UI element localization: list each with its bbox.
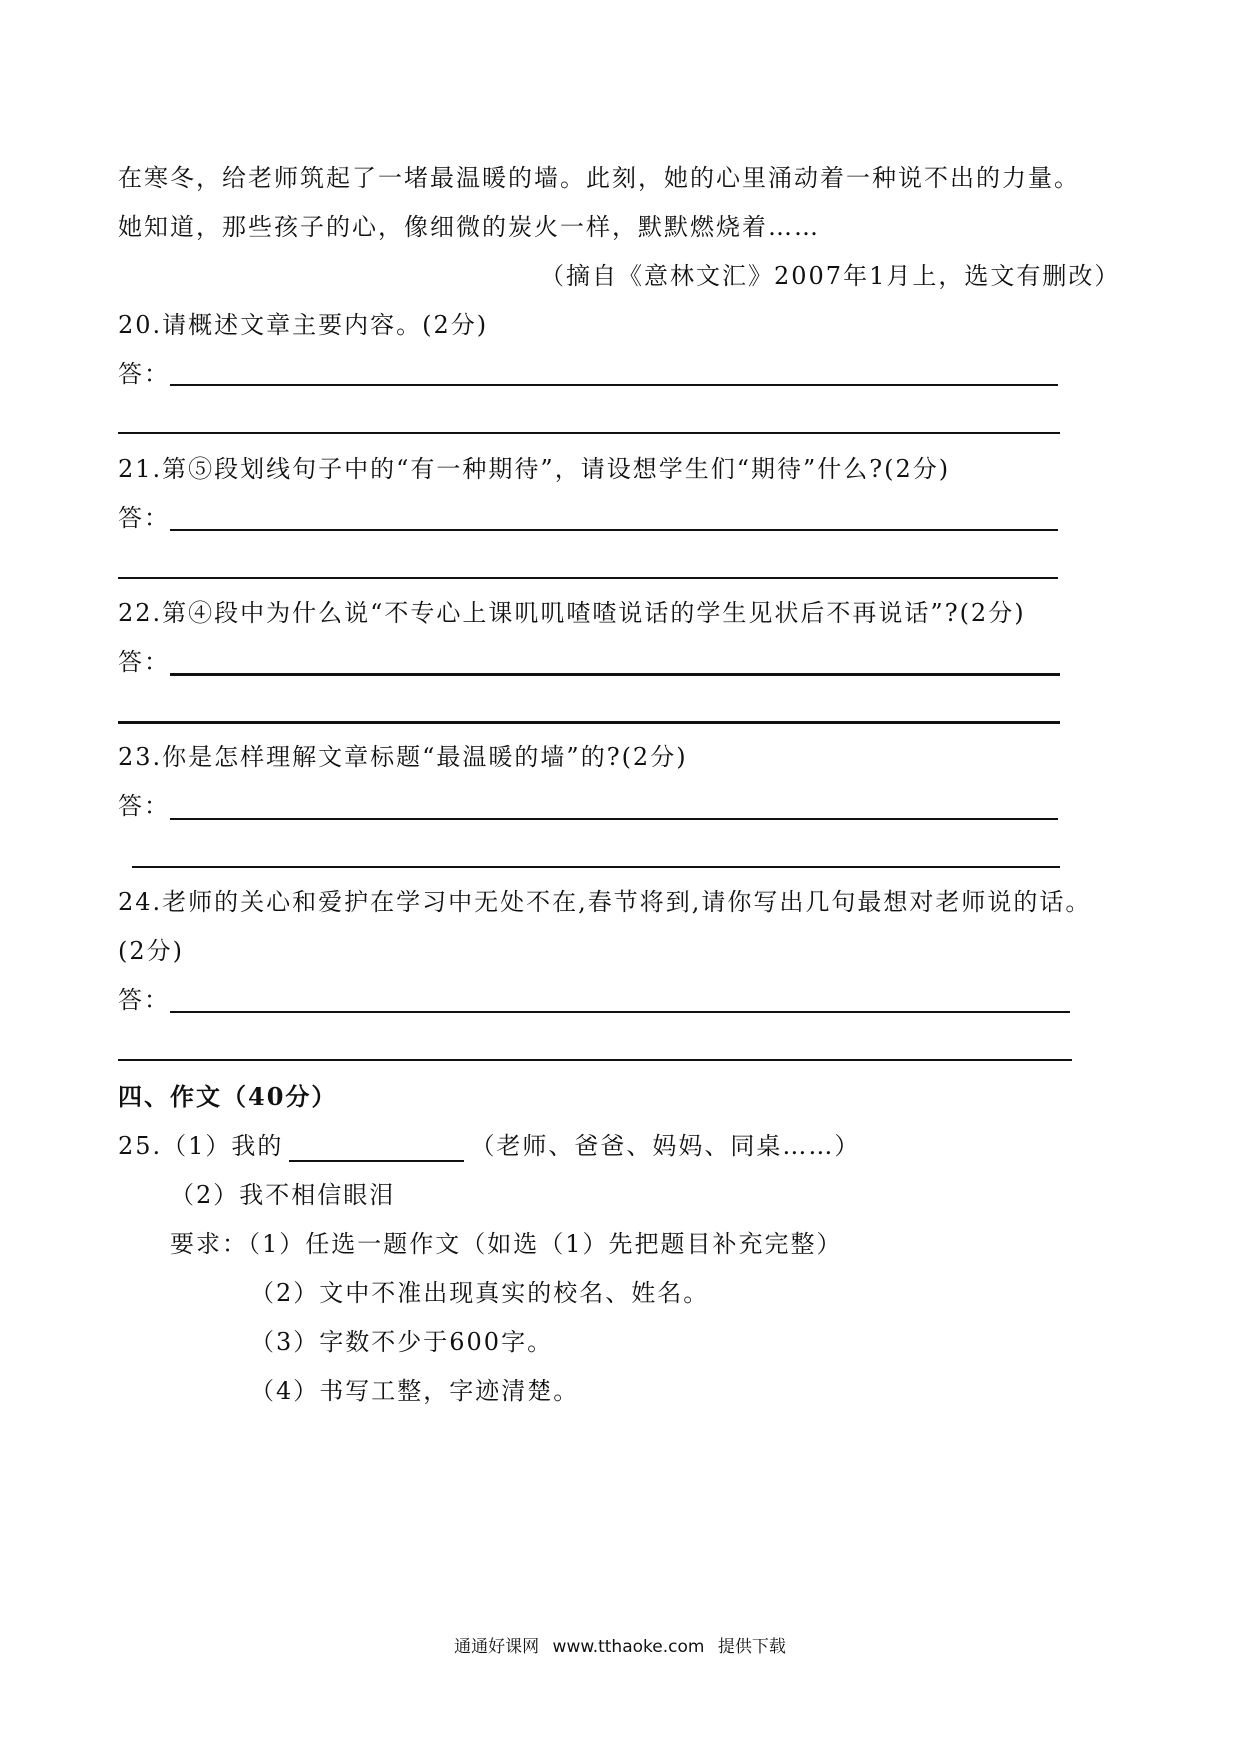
answer-line-23a[interactable] (170, 818, 1058, 820)
answer-line-21a[interactable] (170, 529, 1058, 531)
answer-line-24a[interactable] (170, 1011, 1070, 1013)
question-22: 22.第④段中为什么说“不专心上课叽叽喳喳说话的学生见状后不再说话”?(2分) (118, 599, 1026, 627)
question-25 (118, 1130, 860, 1162)
composition-heading: 四、作文（40分） (118, 1082, 338, 1111)
requirement-3: （3）字数不少于600字。 (250, 1328, 554, 1356)
answer-line-20b[interactable] (118, 432, 1060, 434)
title-blank[interactable] (289, 1134, 464, 1162)
requirement-2: （2）文中不准出现真实的校名、姓名。 (250, 1279, 710, 1307)
passage-source: （摘自《意林文汇》2007年1月上，选文有删改） (540, 262, 1121, 290)
answer-label-23: 答： (118, 792, 170, 820)
answer-line-21b[interactable] (118, 577, 1058, 579)
answer-line-20a[interactable] (170, 384, 1058, 386)
answer-line-22a[interactable] (170, 673, 1060, 676)
answer-line-23b[interactable] (132, 866, 1060, 868)
answer-label-21: 答： (118, 504, 170, 532)
q25-prefix: 25.（1）我的 (118, 1132, 284, 1160)
answer-label-20: 答： (118, 360, 170, 388)
footer-suffix: 提供下载 (717, 1637, 786, 1657)
question-24: 24.老师的关心和爱护在学习中无处不在,春节将到,请你写出几句最想对老师说的话。 (118, 888, 1092, 916)
question-23: 23.你是怎样理解文章标题“最温暖的墙”的?(2分) (118, 743, 688, 771)
footer-url[interactable]: www.tthaoke.com (552, 1637, 705, 1657)
footer-site-name: 通通好课网 (454, 1637, 540, 1657)
q25-suffix: （老师、爸爸、妈妈、同桌……） (470, 1132, 861, 1160)
requirement-1: 要求：（1）任选一题作文（如选（1）先把题目补充完整） (170, 1230, 843, 1258)
answer-line-24b[interactable] (118, 1059, 1072, 1061)
question-20: 20.请概述文章主要内容。(2分) (118, 311, 489, 339)
page-footer (0, 1632, 1240, 1657)
composition-option-2: （2）我不相信眼泪 (170, 1181, 396, 1209)
question-24-points: (2分) (118, 937, 184, 965)
answer-label-22: 答： (118, 648, 170, 676)
answer-label-24: 答： (118, 986, 170, 1014)
passage-line-2: 她知道，那些孩子的心，像细微的炭火一样，默默燃烧着…… (118, 213, 820, 241)
passage-line-1: 在寒冬，给老师筑起了一堵最温暖的墙。此刻，她的心里涌动着一种说不出的力量。 (118, 164, 1080, 192)
answer-line-22b[interactable] (118, 721, 1060, 724)
requirement-4: （4）书写工整，字迹清楚。 (250, 1377, 580, 1405)
question-21: 21.第⑤段划线句子中的“有一种期待”，请设想学生们“期待”什么?(2分) (118, 455, 951, 483)
